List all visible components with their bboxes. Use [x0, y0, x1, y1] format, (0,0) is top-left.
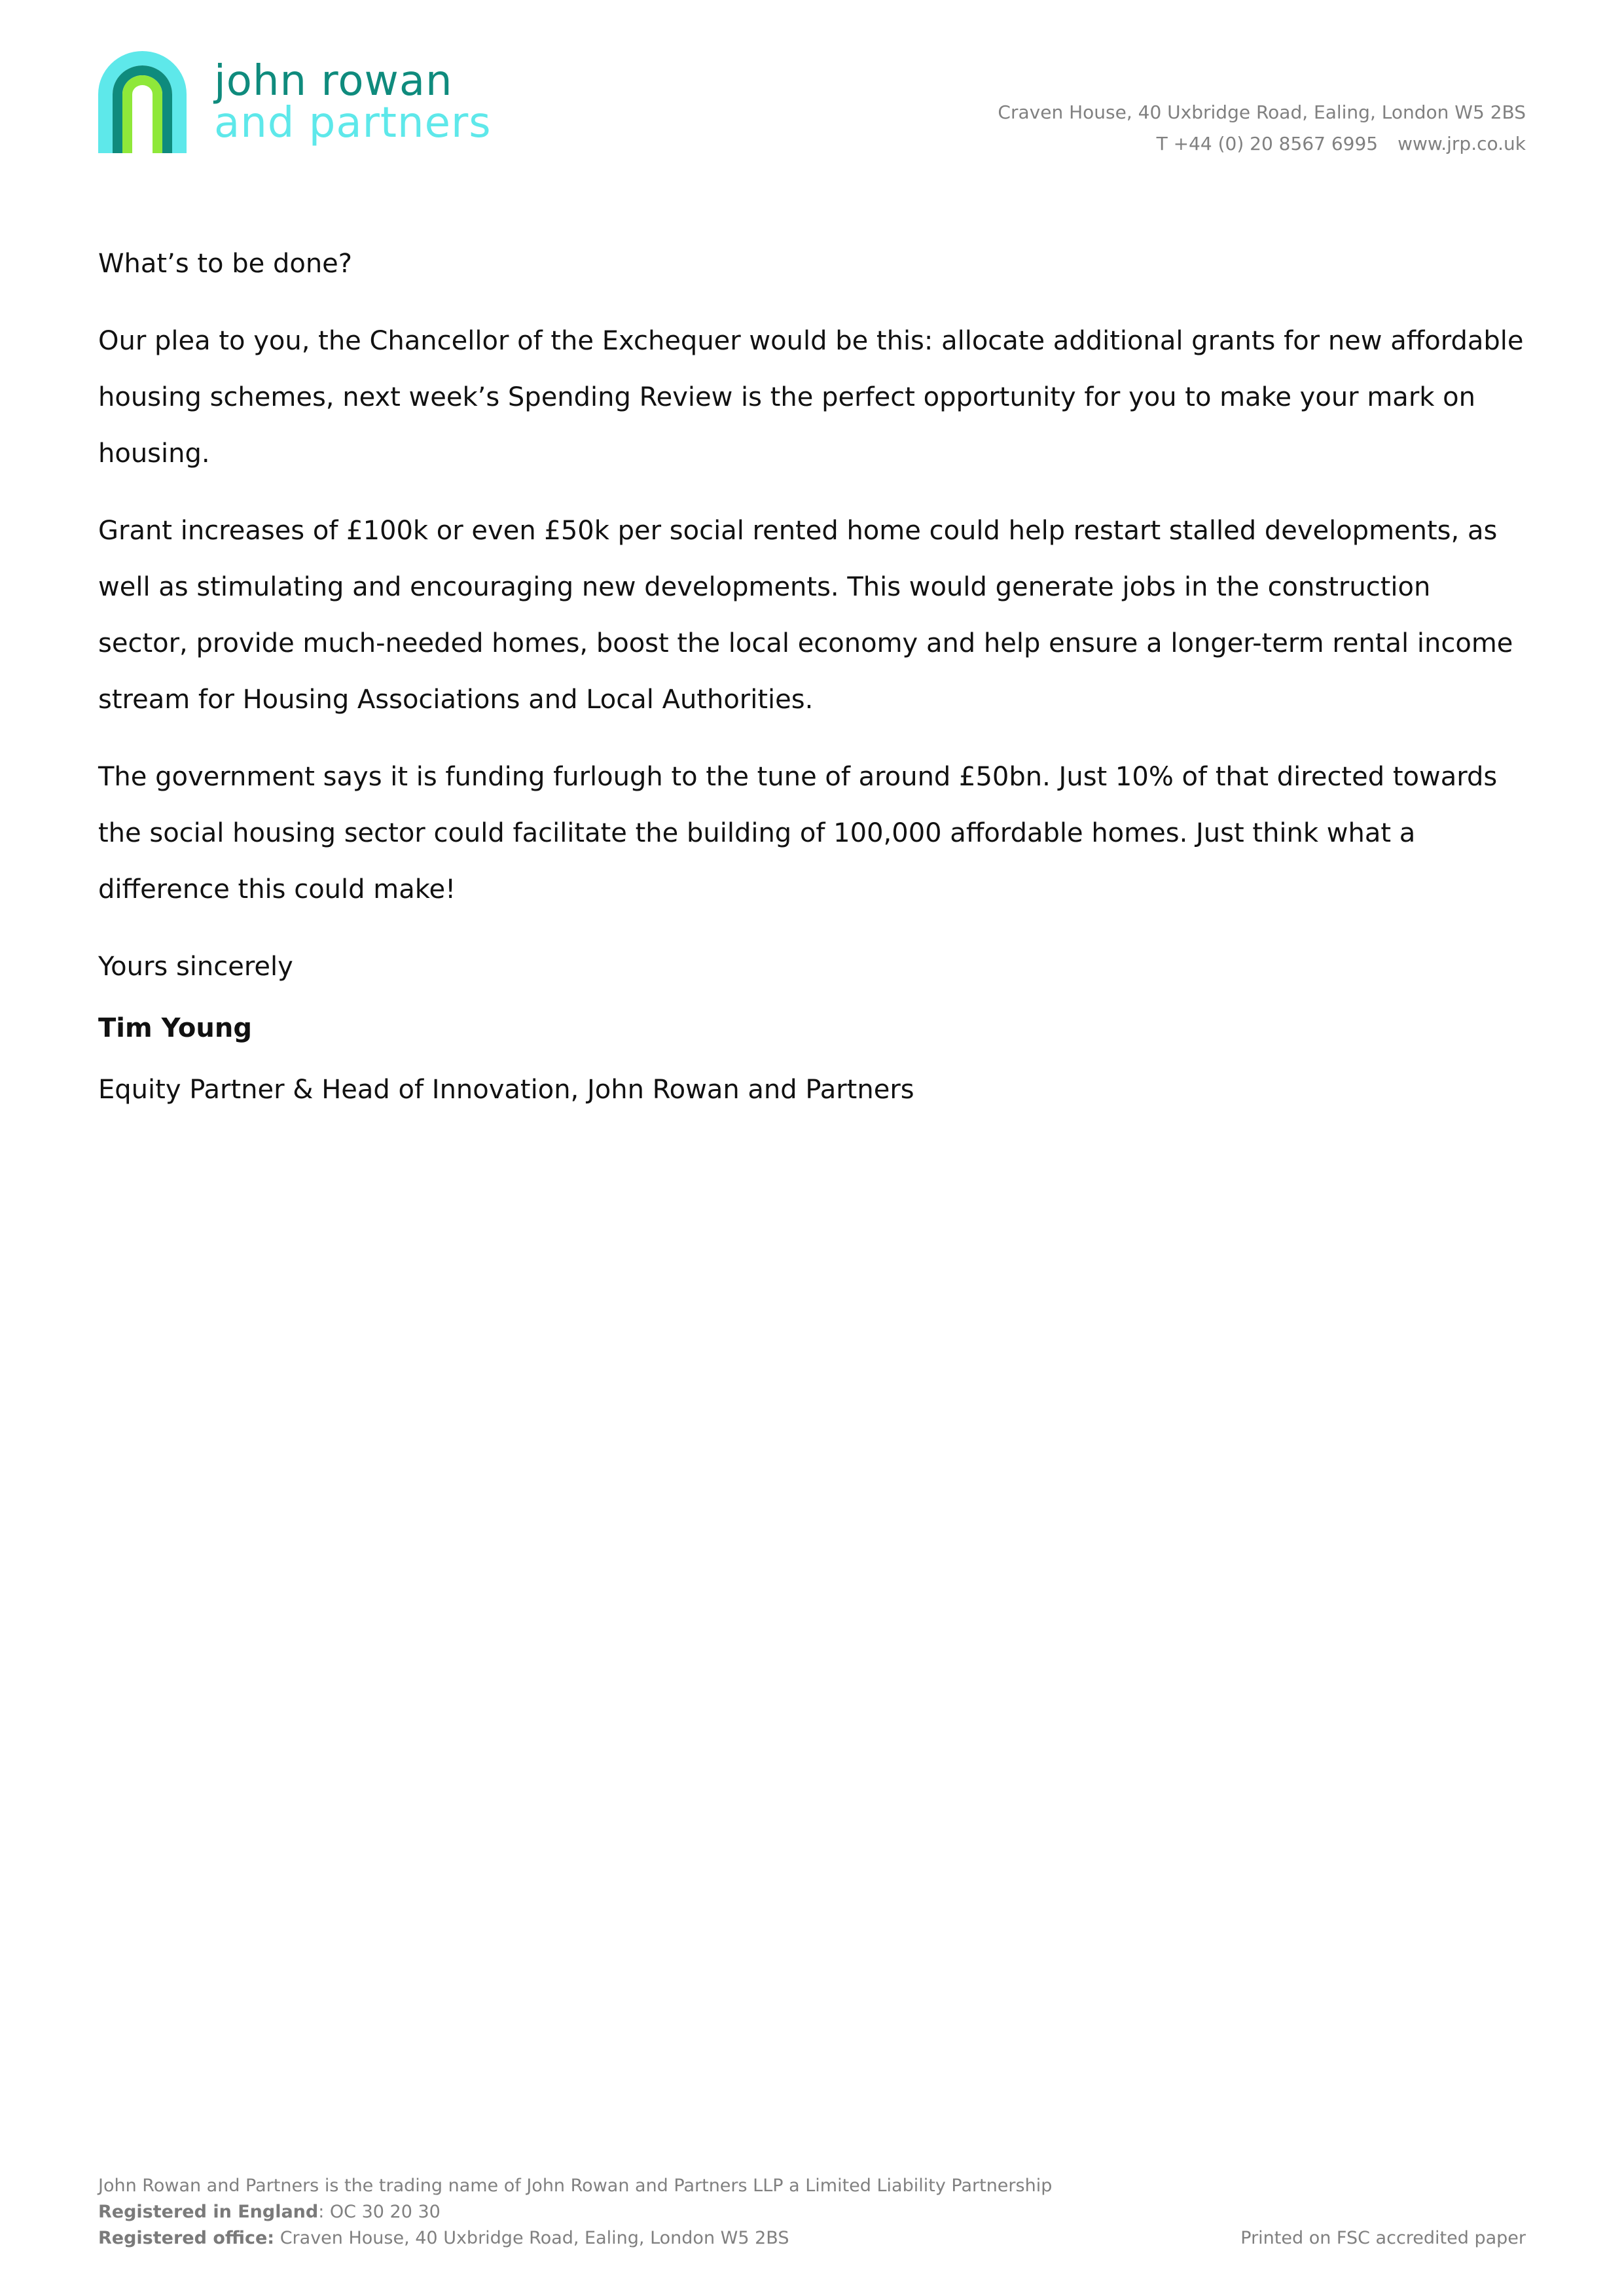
company-logo — [98, 51, 492, 153]
company-phone: T +44 (0) 20 8567 6995 — [1156, 133, 1379, 154]
arch-logo-icon — [98, 51, 187, 153]
paragraph-grants: Grant increases of £100k or even £50k per social rented home could help restart stalled developments, as well as stimulating and encouraging new developments. This would generate jobs in the construction sector, provide much-needed homes, boost the local economy and help ensure a longer-term rental income stream for Housing Associations and Local Authorities. — [98, 516, 1513, 715]
paragraph-plea: Our plea to you, the Chancellor of the Exchequer would be this: allocate additional grants for new affordable housing schemes, next week’s Spending Review is the perfect opportunity for you to make your mark on housing. — [98, 326, 1524, 469]
footer-registered-value: : OC 30 20 30 — [318, 2202, 441, 2222]
footer-paper-note: Printed on FSC accredited paper — [1240, 2228, 1526, 2248]
footer-trading-name: John Rowan and Partners is the trading name of John Rowan and Partners LLP a Limited Liability Partnership — [98, 2176, 1053, 2196]
contact-line — [998, 128, 1526, 160]
paragraph-furlough: The government says it is funding furlough to the tune of around £50bn. Just 10% of that directed towards the social housing sector could facilitate the building of 100,000 affordable homes. Just think what a difference this could make! — [98, 762, 1498, 905]
footer-registration — [98, 2199, 1526, 2225]
contact-block — [998, 97, 1526, 160]
logo-line-1: john rowan — [214, 57, 453, 105]
letter-footer — [98, 2173, 1526, 2251]
logo-line-2: and partners — [214, 99, 492, 147]
letter-body — [98, 236, 1526, 1123]
letterhead — [0, 0, 1624, 196]
logo-wordmark — [214, 57, 492, 147]
signer-name: Tim Young — [98, 1013, 252, 1043]
company-address: Craven House, 40 Uxbridge Road, Ealing, London W5 2BS — [998, 101, 1526, 123]
company-website: www.jrp.co.uk — [1398, 133, 1526, 154]
footer-registered-label: Registered in England — [98, 2202, 319, 2222]
footer-office-value: Craven House, 40 Uxbridge Road, Ealing, London W5 2BS — [274, 2228, 789, 2248]
closing: Yours sincerely — [98, 952, 293, 982]
paragraph-question: What’s to be done? — [98, 249, 353, 279]
signer-title: Equity Partner & Head of Innovation, John Rowan and Partners — [98, 1075, 914, 1105]
footer-office-label: Registered office: — [98, 2228, 275, 2248]
